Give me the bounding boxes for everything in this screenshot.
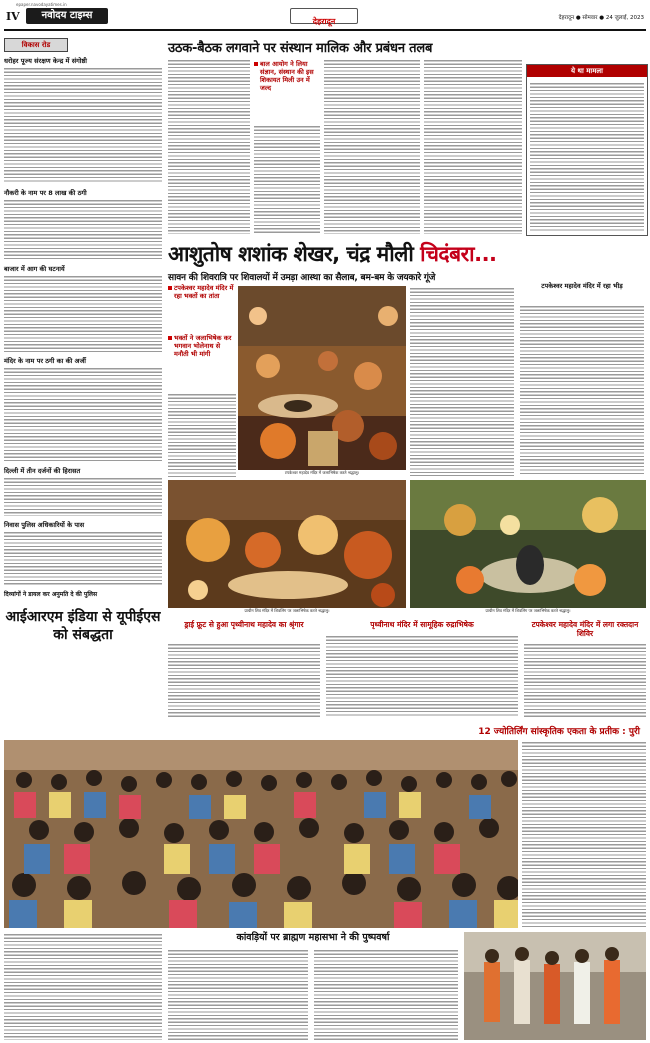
photo-offerings-image <box>168 480 406 614</box>
masthead <box>0 0 650 36</box>
right-top-title: ये था मामला <box>571 67 603 75</box>
left-headline-2: नौकरी के नाम पर 8 लाख की ठगी <box>4 189 87 197</box>
bottom-col-3 <box>524 620 646 720</box>
right-bottom-body <box>522 740 646 928</box>
section-name: देहरादून <box>312 17 336 26</box>
sidebar-text-2: भक्तों ने जलाभिषेक कर भगवान भोलेनाथ से मनौती भी मांगी <box>174 334 232 358</box>
photo-kanwar <box>464 932 646 1040</box>
sidebar-bullet-2 <box>168 336 172 340</box>
left-body-5 <box>4 476 162 516</box>
top-story-col-2 <box>254 124 320 234</box>
bottom-col-2 <box>326 620 518 720</box>
bottom-col-3-body <box>524 642 646 718</box>
left-headline-5: दिल्ली में तीन दर्जनों की हिरासत <box>4 467 81 475</box>
left-headline-1: धरोहर पूज्य संरक्षण केन्द्र में संगोष्ठी <box>4 57 87 65</box>
brand-name: नवोदय टाइम्स <box>41 10 93 21</box>
right-main-heading: टपकेश्वर महादेव मंदिर में रहा भीड़ <box>541 282 623 290</box>
photo-offerings <box>168 480 406 614</box>
photo-kanwar-image <box>464 932 646 1040</box>
bottom-left-headline: आईआरएम इंडिया से यूपीईएस को संबद्धता <box>5 609 161 643</box>
photo-audience-image <box>4 740 518 928</box>
top-story-inset <box>254 60 320 120</box>
top-story <box>168 36 522 236</box>
top-story-col-1 <box>168 58 250 234</box>
bottom-col-3-head: टपकेश्वर महादेव मंदिर में लगा रक्तदान शिविर <box>531 620 639 638</box>
left-body-4 <box>4 366 162 462</box>
jyotirling-band <box>168 724 646 738</box>
bottom-col-1-head: ड्राई फ्रूट से हुआ पृथ्वीनाथ महादेव का श्रृंगार <box>184 620 304 629</box>
section-tab <box>290 8 358 24</box>
main-story-col-2 <box>410 286 514 476</box>
left-section-title-text: विकास रोड <box>21 41 51 49</box>
dateline: देहरादून ● सोमवार ● 24 जुलाई, 2023 <box>558 15 644 21</box>
jyotirling-headline: 12 ज्योतिर्लिंग सांस्कृतिक एकता के प्रतीक : पुरी <box>478 727 640 737</box>
left-body-6 <box>4 530 162 586</box>
sidebar-text-1: टपकेश्वर महादेव मंदिर में रहा भक्तों का तांता <box>174 284 234 300</box>
main-story-subhead: सावन की शिवरात्रि पर शिवालयों में उमड़ा आस्था का सैलाब, बम-बम के जयकारे गूंजे <box>168 273 436 283</box>
right-top-title-bar <box>527 65 647 77</box>
photo-audience <box>4 740 518 928</box>
page-number: IV <box>6 10 20 23</box>
bottom-left-body <box>4 932 162 1040</box>
site-url: epaper.navodayatimes.in <box>16 2 67 7</box>
photo-caption-1: टपकेश्वर महादेव मंदिर में जलाभिषेक करते श्रद्धालु। <box>238 470 406 476</box>
top-story-col-3 <box>324 58 420 234</box>
main-headline-red: चिदंबरा... <box>420 242 497 266</box>
top-story-headline: उठक-बैठक लगवाने पर संस्थान मालिक और प्रबंधन तलब <box>168 41 433 56</box>
bottom-col-1 <box>168 620 320 720</box>
kanwar-story <box>168 932 646 1040</box>
right-top-box <box>526 64 648 236</box>
left-body-1 <box>4 66 162 184</box>
left-section-title <box>4 38 68 52</box>
main-story-headline <box>168 240 646 268</box>
main-sidebar <box>168 284 236 390</box>
main-story-col-1 <box>168 392 236 478</box>
left-headline-6: निवास पुलिस अधिकारियों के पास <box>4 521 85 529</box>
masthead-rule <box>4 29 646 31</box>
sidebar-bullet-1 <box>168 286 172 290</box>
photo-shivling <box>410 480 646 614</box>
photo-shivling-image <box>410 480 646 614</box>
left-headline-3: बाजार में आग की घटनायें <box>4 265 65 273</box>
bottom-col-2-body <box>326 634 518 718</box>
main-headline-black: आशुतोष शशांक शेखर, चंद्र मौली <box>168 242 421 266</box>
right-main-box <box>518 282 646 476</box>
inset-headline: बाल आयोग ने लिया संज्ञान, संस्थान की इस शिकायत मिली उन में जल्द <box>260 60 314 92</box>
photo-caption-2: प्राचीन शिव मंदिर में शिवलिंग पर जलाभिषेक करते श्रद्धालु। <box>168 608 406 614</box>
bottom-col-1-body <box>168 642 320 718</box>
photo-temple-crowd <box>238 286 406 476</box>
kanwar-headline: कांवड़ियों पर ब्राह्मण महासभा ने की पुष्पवर्षा <box>236 932 390 943</box>
photo-caption-3: प्राचीन शिव मंदिर में शिवलिंग पर जलाभिषेक करते श्रद्धालु। <box>410 608 646 614</box>
photo-temple-crowd-image <box>238 286 406 476</box>
bottom-left-box <box>4 608 162 668</box>
inset-bullet <box>254 62 258 66</box>
kanwar-body-1 <box>168 948 308 1040</box>
left-body-2 <box>4 198 162 260</box>
left-headline-4: मंदिर के नाम पर ठगी का की अर्जी <box>4 357 86 365</box>
left-headline-7: दिव्यांगों ने डायल कर अनुमति दे की पुलिस <box>4 591 97 598</box>
bottom-col-2-head: पृथ्वीनाथ मंदिर में सामूहिक रुद्राभिषेक <box>370 620 474 629</box>
kanwar-body-2 <box>314 948 458 1040</box>
left-body-3 <box>4 274 162 352</box>
left-column <box>4 38 162 602</box>
right-main-body <box>520 304 644 474</box>
right-top-body <box>530 81 644 231</box>
brand-logo <box>26 8 108 24</box>
top-story-col-4 <box>424 58 522 234</box>
